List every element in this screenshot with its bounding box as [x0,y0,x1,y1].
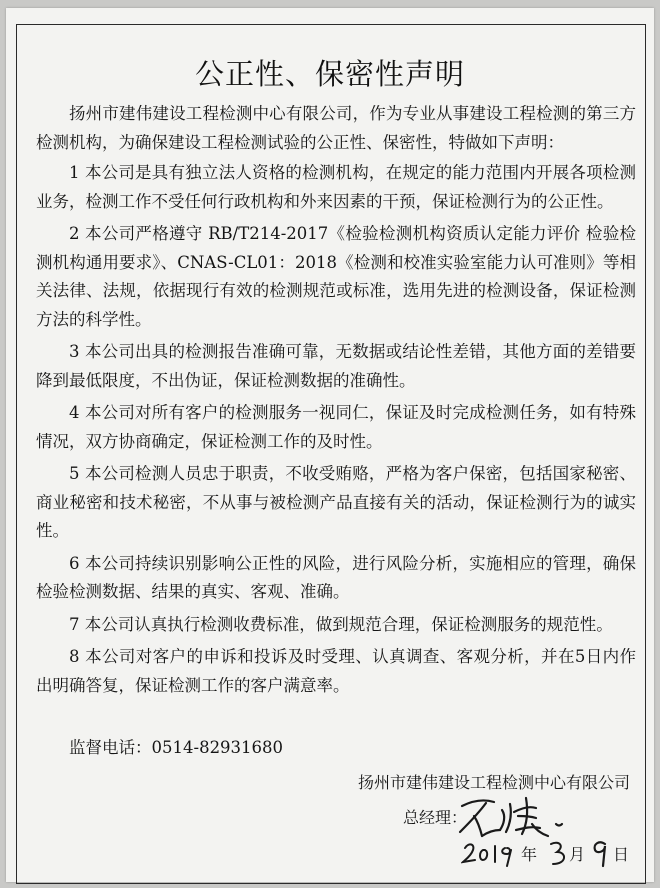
declaration-body [36,100,636,704]
month-char: 月 [569,845,586,864]
day-char: 日 [613,845,630,864]
general-manager-label: 总经理： [403,808,468,827]
clause-3: 3 本公司出具的检测报告准确可靠，无数据或结论性差错，其他方面的差错要降到最低限度，不出伪证，保证检测数据的准确性。 [36,342,636,390]
handwritten-signature [452,786,582,842]
year-char: 年 [521,845,538,864]
intro-paragraph: 扬州市建伟建设工程检测中心有限公司，作为专业从事建设工程检测的第三方检测机构，为确保建设工程检测试验的公正性、保密性，特做如下声明： [36,104,636,152]
document-title: 公正性、保密性声明 [194,57,465,91]
handwritten-day [589,836,613,868]
supervision-hotline: 监督电话：0514-82931680 [69,738,284,757]
clause-7: 7 本公司认真执行检测收费标准，做到规范合理，保证检测服务的规范性。 [69,614,613,634]
company-signature-name: 扬州市建伟建设工程检测中心有限公司 [358,773,631,792]
clause-6: 6 本公司持续识别影响公正性的风险，进行风险分析，实施相应的管理，确保检验检测数据、结果的真实、客观、准确。 [36,553,636,601]
handwritten-year [461,838,521,868]
clause-2: 2 本公司严格遵守 RB/T214-2017《检验检测机构资质认定能力评价 检验检测机构通用要求》、CNAS-CL01：2018《检测和校准实验室能力认可准则》等相关法律、法规，依据现行有效的检测规范或标准，选用先进的检测设备，保证检测方法的科学性。 [36,224,636,329]
handwritten-month [545,838,571,868]
document-sheet [6,8,654,882]
clause-8: 8 本公司对客户的申诉和投诉及时受理、认真调查、客观分析，并在5日内作出明确答复，保证检测工作的客户满意率。 [36,647,636,695]
clause-1: 1 本公司是具有独立法人资格的检测机构，在规定的能力范围内开展各项检测业务，检测工作不受任何行政机构和外来因素的干预，保证检测行为的公正性。 [36,163,636,211]
signature-date [461,836,641,872]
clause-5: 5 本公司检测人员忠于职责，不收受贿赂，严格为客户保密，包括国家秘密、商业秘密和技术秘密，不从事与被检测产品直接有关的活动，保证检测行为的诚实性。 [36,464,636,540]
clause-4: 4 本公司对所有客户的检测服务一视同仁，保证及时完成检测任务，如有特殊情况，双方协商确定，保证检测工作的及时性。 [36,403,636,451]
